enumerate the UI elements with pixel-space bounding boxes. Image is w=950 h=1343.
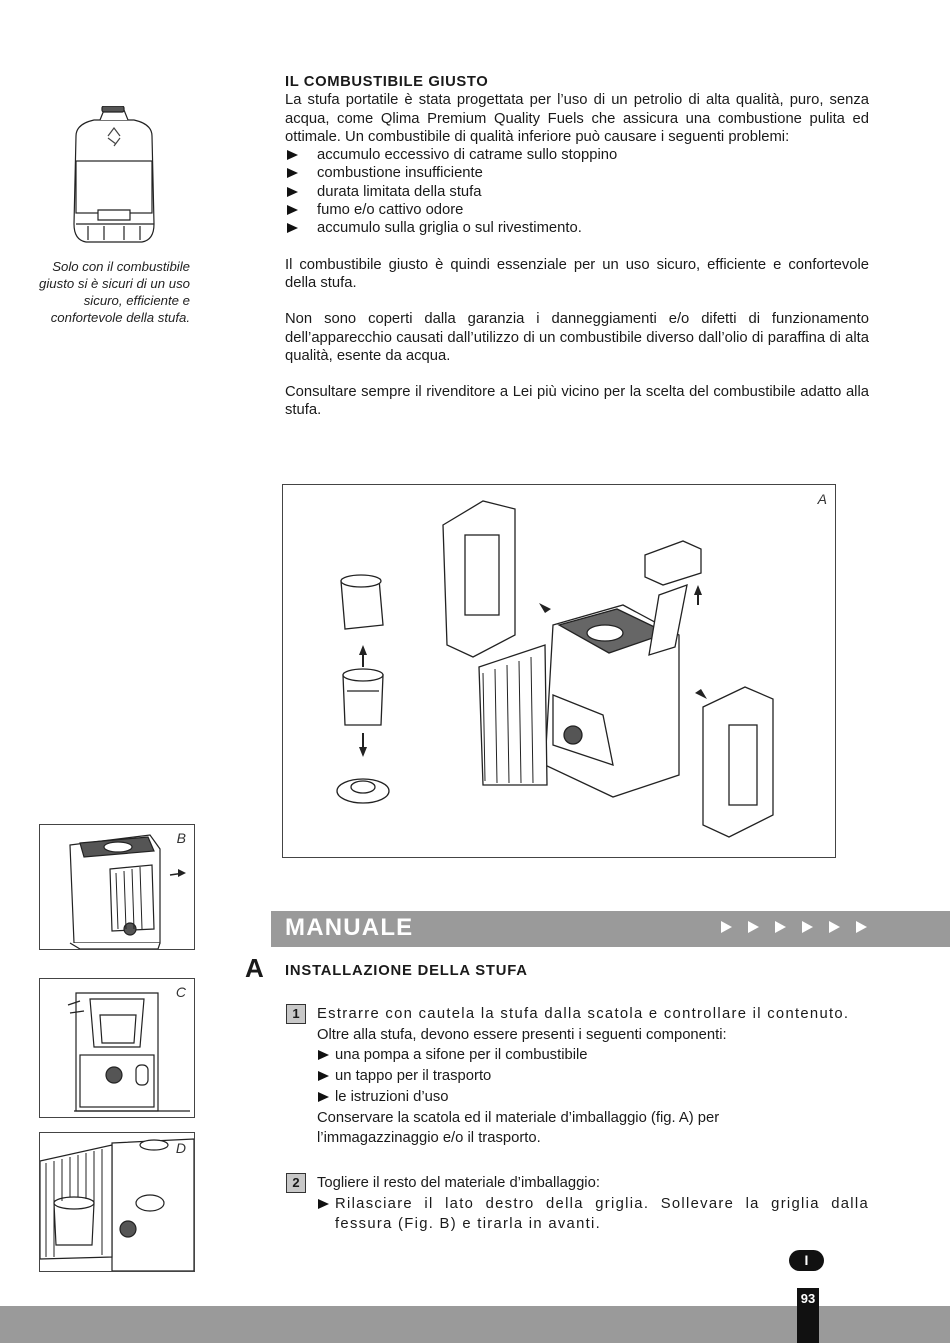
figure-label: B <box>176 830 186 846</box>
figure-label: A <box>817 491 827 507</box>
list-item: le istruzioni d’uso <box>317 1087 869 1108</box>
list-item: accumulo eccessivo di catrame sullo stoppino <box>285 146 869 164</box>
fuel-section-title: IL COMBUSTIBILE GIUSTO <box>285 74 489 90</box>
list-item: accumulo sulla griglia o sul rivestimento. <box>285 219 869 237</box>
banner-arrows <box>721 921 867 933</box>
arrow-right-icon <box>748 921 759 933</box>
section-letter: A <box>245 953 264 983</box>
fuel-dealer-paragraph: Consultare sempre il rivenditore a Lei più vicino per la scelta del combustibile adatto alla stufa. <box>285 384 869 419</box>
arrow-right-icon <box>829 921 840 933</box>
fuel-essential-paragraph: Il combustibile giusto è quindi essenziale per un uso sicuro, efficiente e confortevole della stufa. <box>285 256 869 291</box>
figure-b-drawing <box>40 825 194 949</box>
list-item: durata limitata della stufa <box>285 183 869 201</box>
arrow-right-icon <box>856 921 867 933</box>
arrow-right-icon <box>721 921 732 933</box>
arrow-right-icon <box>802 921 813 933</box>
list-item: fumo e/o cattivo odore <box>285 201 869 219</box>
figure-d-drawing <box>40 1133 194 1271</box>
figure-label: D <box>175 1140 186 1156</box>
step-text: Oltre alla stufa, devono essere presenti i seguenti componenti: <box>317 1026 727 1043</box>
fuel-problems-list <box>285 146 869 237</box>
figure-label: C <box>175 984 186 1000</box>
figure-a-exploded-view <box>282 484 836 858</box>
list-item: combustione insufficiente <box>285 164 869 182</box>
step-number: 2 <box>286 1173 306 1193</box>
banner-title: MANUALE <box>285 914 414 941</box>
figure-c-drawing <box>40 979 194 1117</box>
step-note: Conservare la scatola ed il materiale d’imballaggio (fig. A) per l’immagazzinaggio e/o il trasporto. <box>317 1109 720 1147</box>
list-item: Rilasciare il lato destro della griglia. Sollevare la griglia dalla fessura (Fig. B) e tirarla in avanti. <box>317 1194 869 1235</box>
exploded-stove-drawing <box>283 485 835 857</box>
step-1-content <box>317 1004 869 1149</box>
figure-d <box>39 1132 195 1272</box>
list-item: una pompa a sifone per il combustibile <box>317 1045 869 1066</box>
component-list <box>317 1045 869 1107</box>
step-2-content <box>317 1173 869 1235</box>
arrow-right-icon <box>775 921 786 933</box>
section-title: INSTALLAZIONE DELLA STUFA <box>285 963 528 979</box>
fuel-section <box>285 73 869 420</box>
instruction-list <box>317 1194 869 1235</box>
language-badge: I <box>789 1250 824 1271</box>
figure-c <box>39 978 195 1118</box>
fuel-warranty-paragraph: Non sono coperti dalla garanzia i danneggiamenti e/o difetti di funzionamento dell’apparecchio causati dall’utilizzo di un combustibile diverso dall’olio di paraffina di alta qualità, esente da acqua. <box>285 311 869 364</box>
step-text: Togliere il resto del materiale d’imballaggio: <box>317 1175 600 1191</box>
jerrycan-caption: Solo con il combustibile giusto si è sicuri di un uso sicuro, efficiente e confortevole della stufa. <box>39 259 190 325</box>
step-text: Estrarre con cautela la stufa dalla scatola e controllare il contenuto. <box>317 1006 850 1022</box>
jerrycan-illustration <box>68 106 160 248</box>
step-number: 1 <box>286 1004 306 1024</box>
manual-banner <box>271 911 950 947</box>
figure-b <box>39 824 195 950</box>
fuel-intro: La stufa portatile è stata progettata per l’uso di un petrolio di alta qualità, puro, senza acqua, come Qlima Premium Quality Fuels che assicura una combustione pulita ed ottimale. Un combustibile di qualità inferiore può causare i seguenti problemi: <box>285 92 869 145</box>
list-item: un tappo per il trasporto <box>317 1066 869 1087</box>
page-number: 93 <box>797 1288 819 1343</box>
